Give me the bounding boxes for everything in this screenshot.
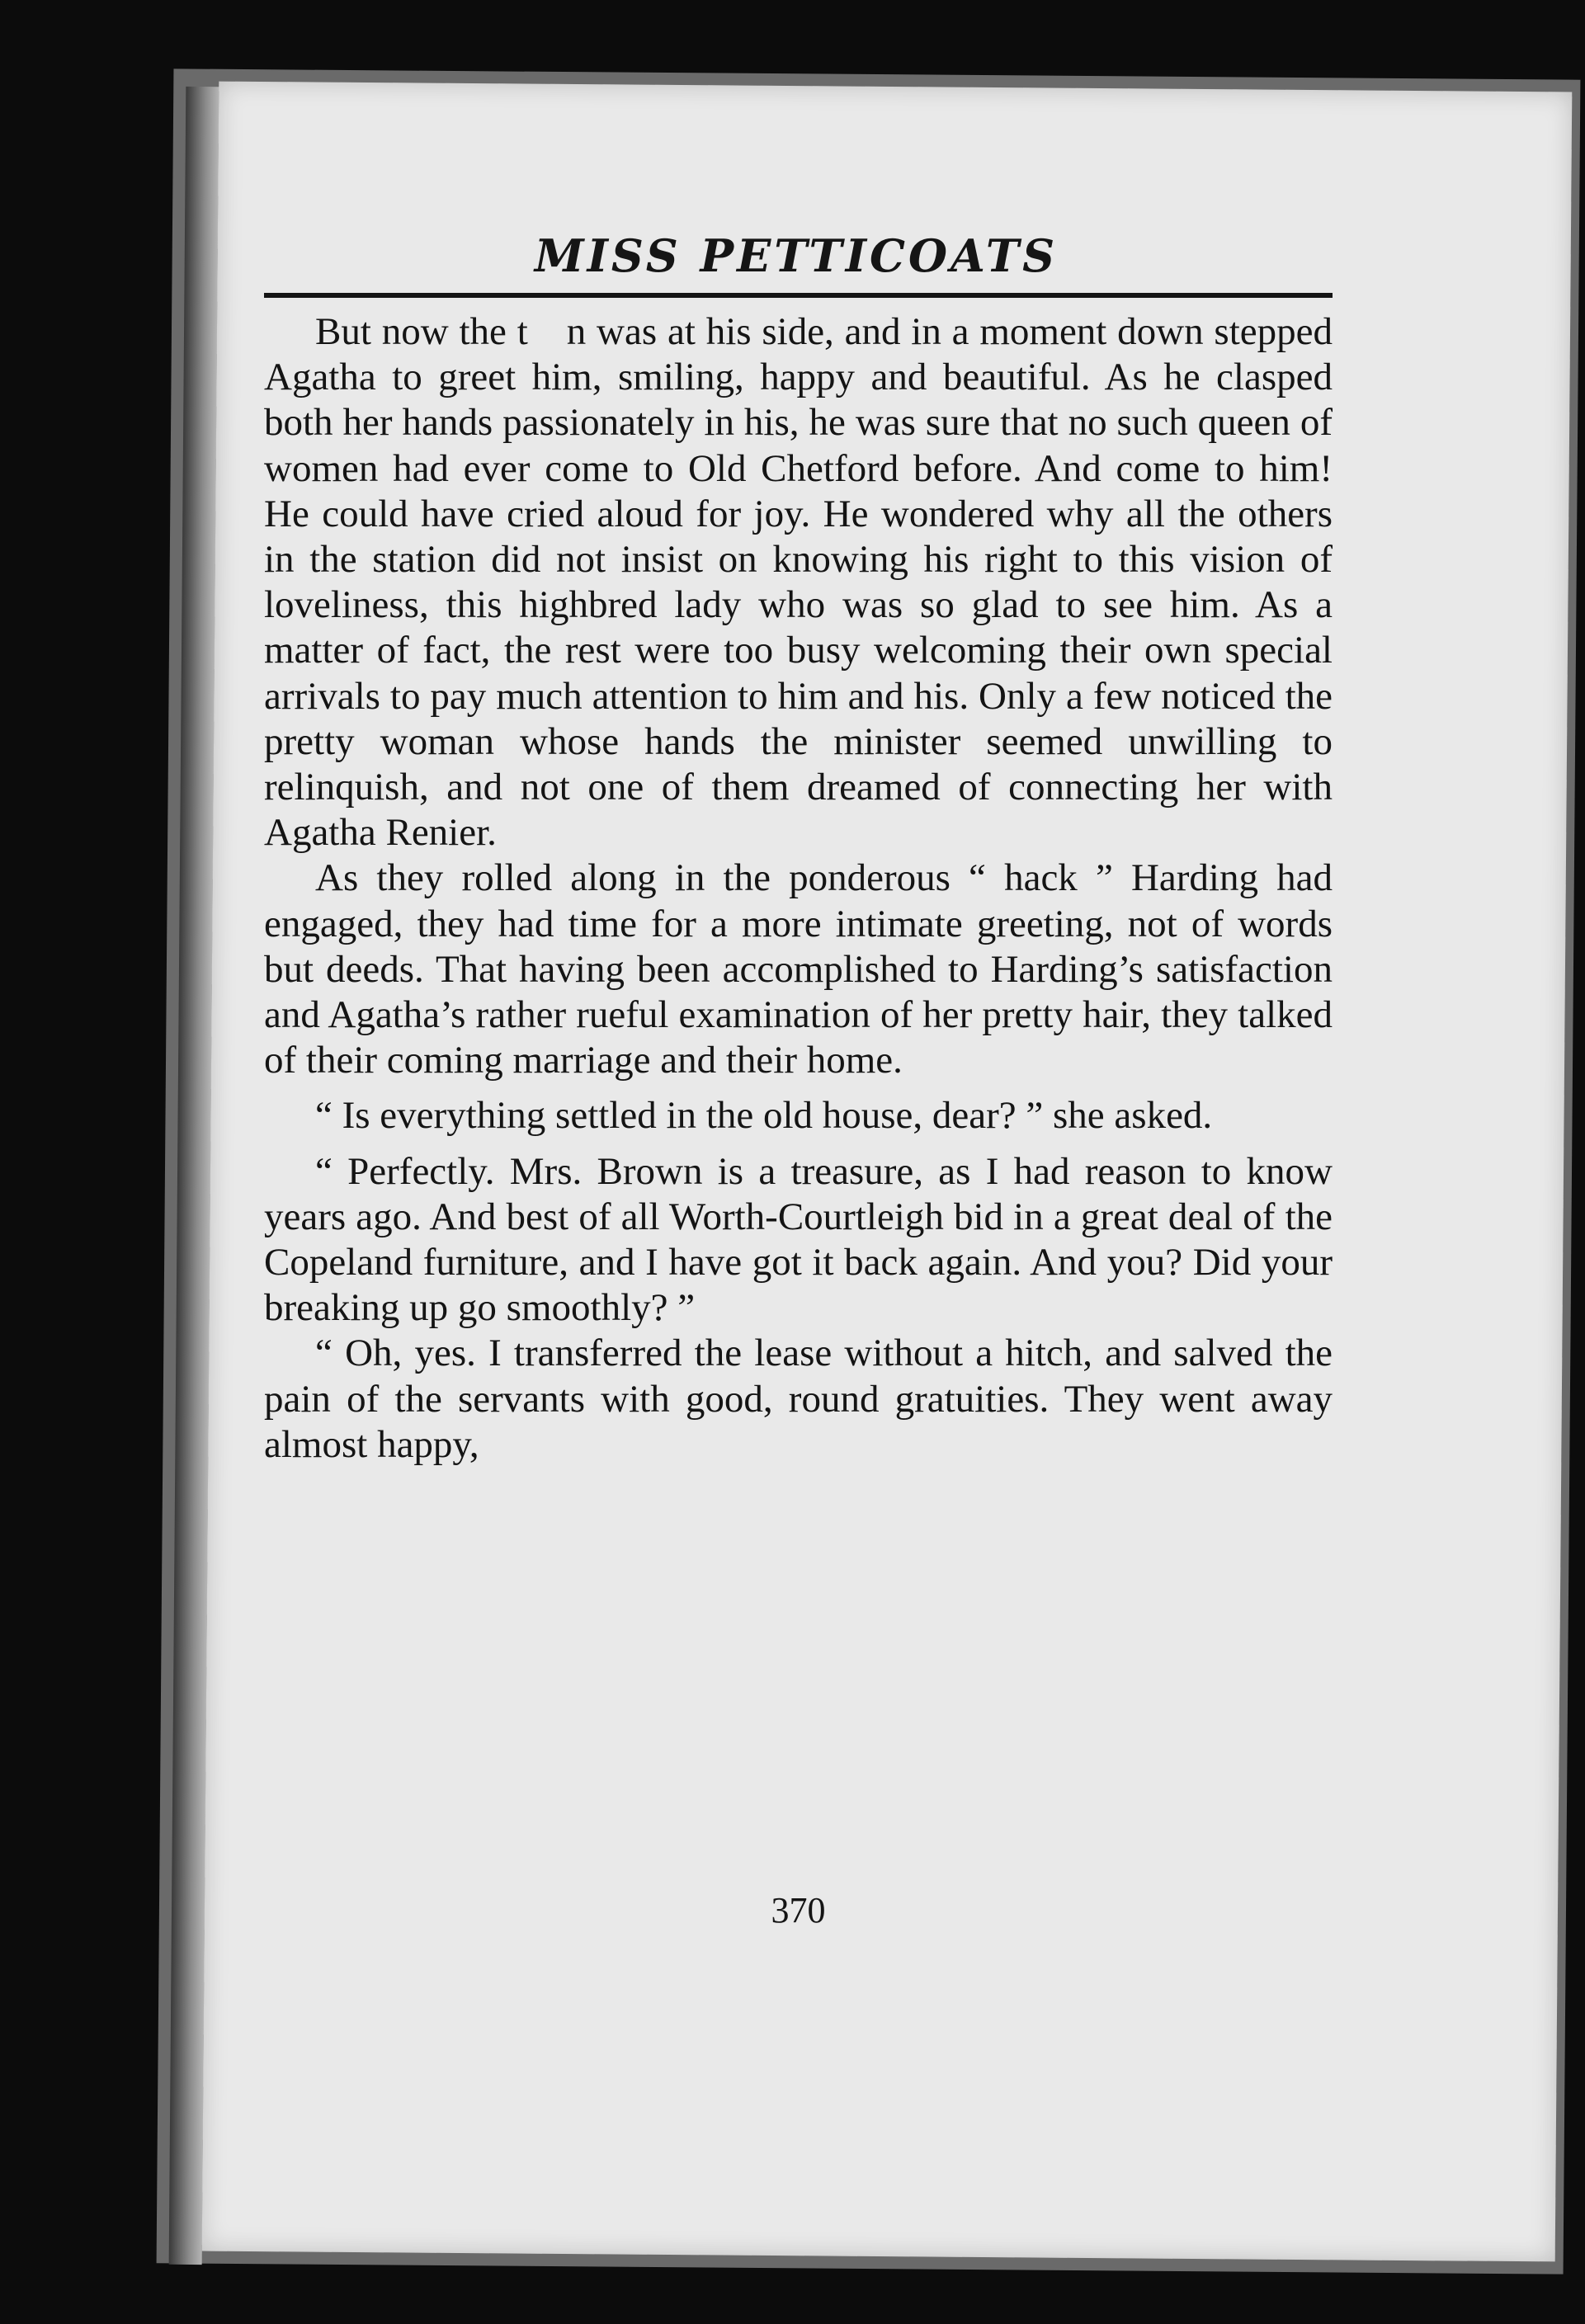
- paragraph: “ Perfectly. Mrs. Brown is a treasure, as I had reason to know years ago. And best of all Worth-Courtleigh bid in a great deal of the Copeland furniture, and I have got it back again. And you? Did your breaking up go smoothly? ”: [264, 1149, 1333, 1330]
- paragraph: As they rolled along in the ponderous “ hack ” Harding had engaged, they had time for a more intimate greeting, not of words but deeds. That having been accomplished to Harding’s satisfaction and Agatha’s rather rueful examination of her pretty hair, they talked of their coming marriage and their home.: [264, 856, 1333, 1082]
- paragraph: “ Oh, yes. I transferred the lease without a hitch, and salved the pain of the servants with good, round gratuities. They went away almost happy,: [264, 1332, 1333, 1466]
- paragraph: But now the t n was at his side, and in a moment down stepped Agatha to greet him, smiling, happy and beautiful. As he clasped both her hands passionately in his, he was sure that no such queen of women had ever come to Old Chetford before. And come to him! He could have cried aloud for joy. He wondered why all the others in the station did not insist on knowing his right to this vision of loveliness, this highbred lady who was so glad to see him. As a matter of fact, the rest were too busy welcoming their own special arrivals to pay much attention to him and his. Only a few noticed the pretty woman whose hands the minister seemed unwilling to relinquish, and not one of them dreamed of connecting her with Agatha Renier.: [264, 310, 1333, 855]
- page-body: [264, 309, 1333, 1468]
- running-head: MISS PETTICOATS: [534, 229, 1059, 282]
- running-head-rule: [264, 293, 1333, 298]
- page-number: 370: [771, 1890, 826, 1930]
- paragraph: “ Is everything settled in the old house, dear? ” she asked.: [315, 1094, 1213, 1138]
